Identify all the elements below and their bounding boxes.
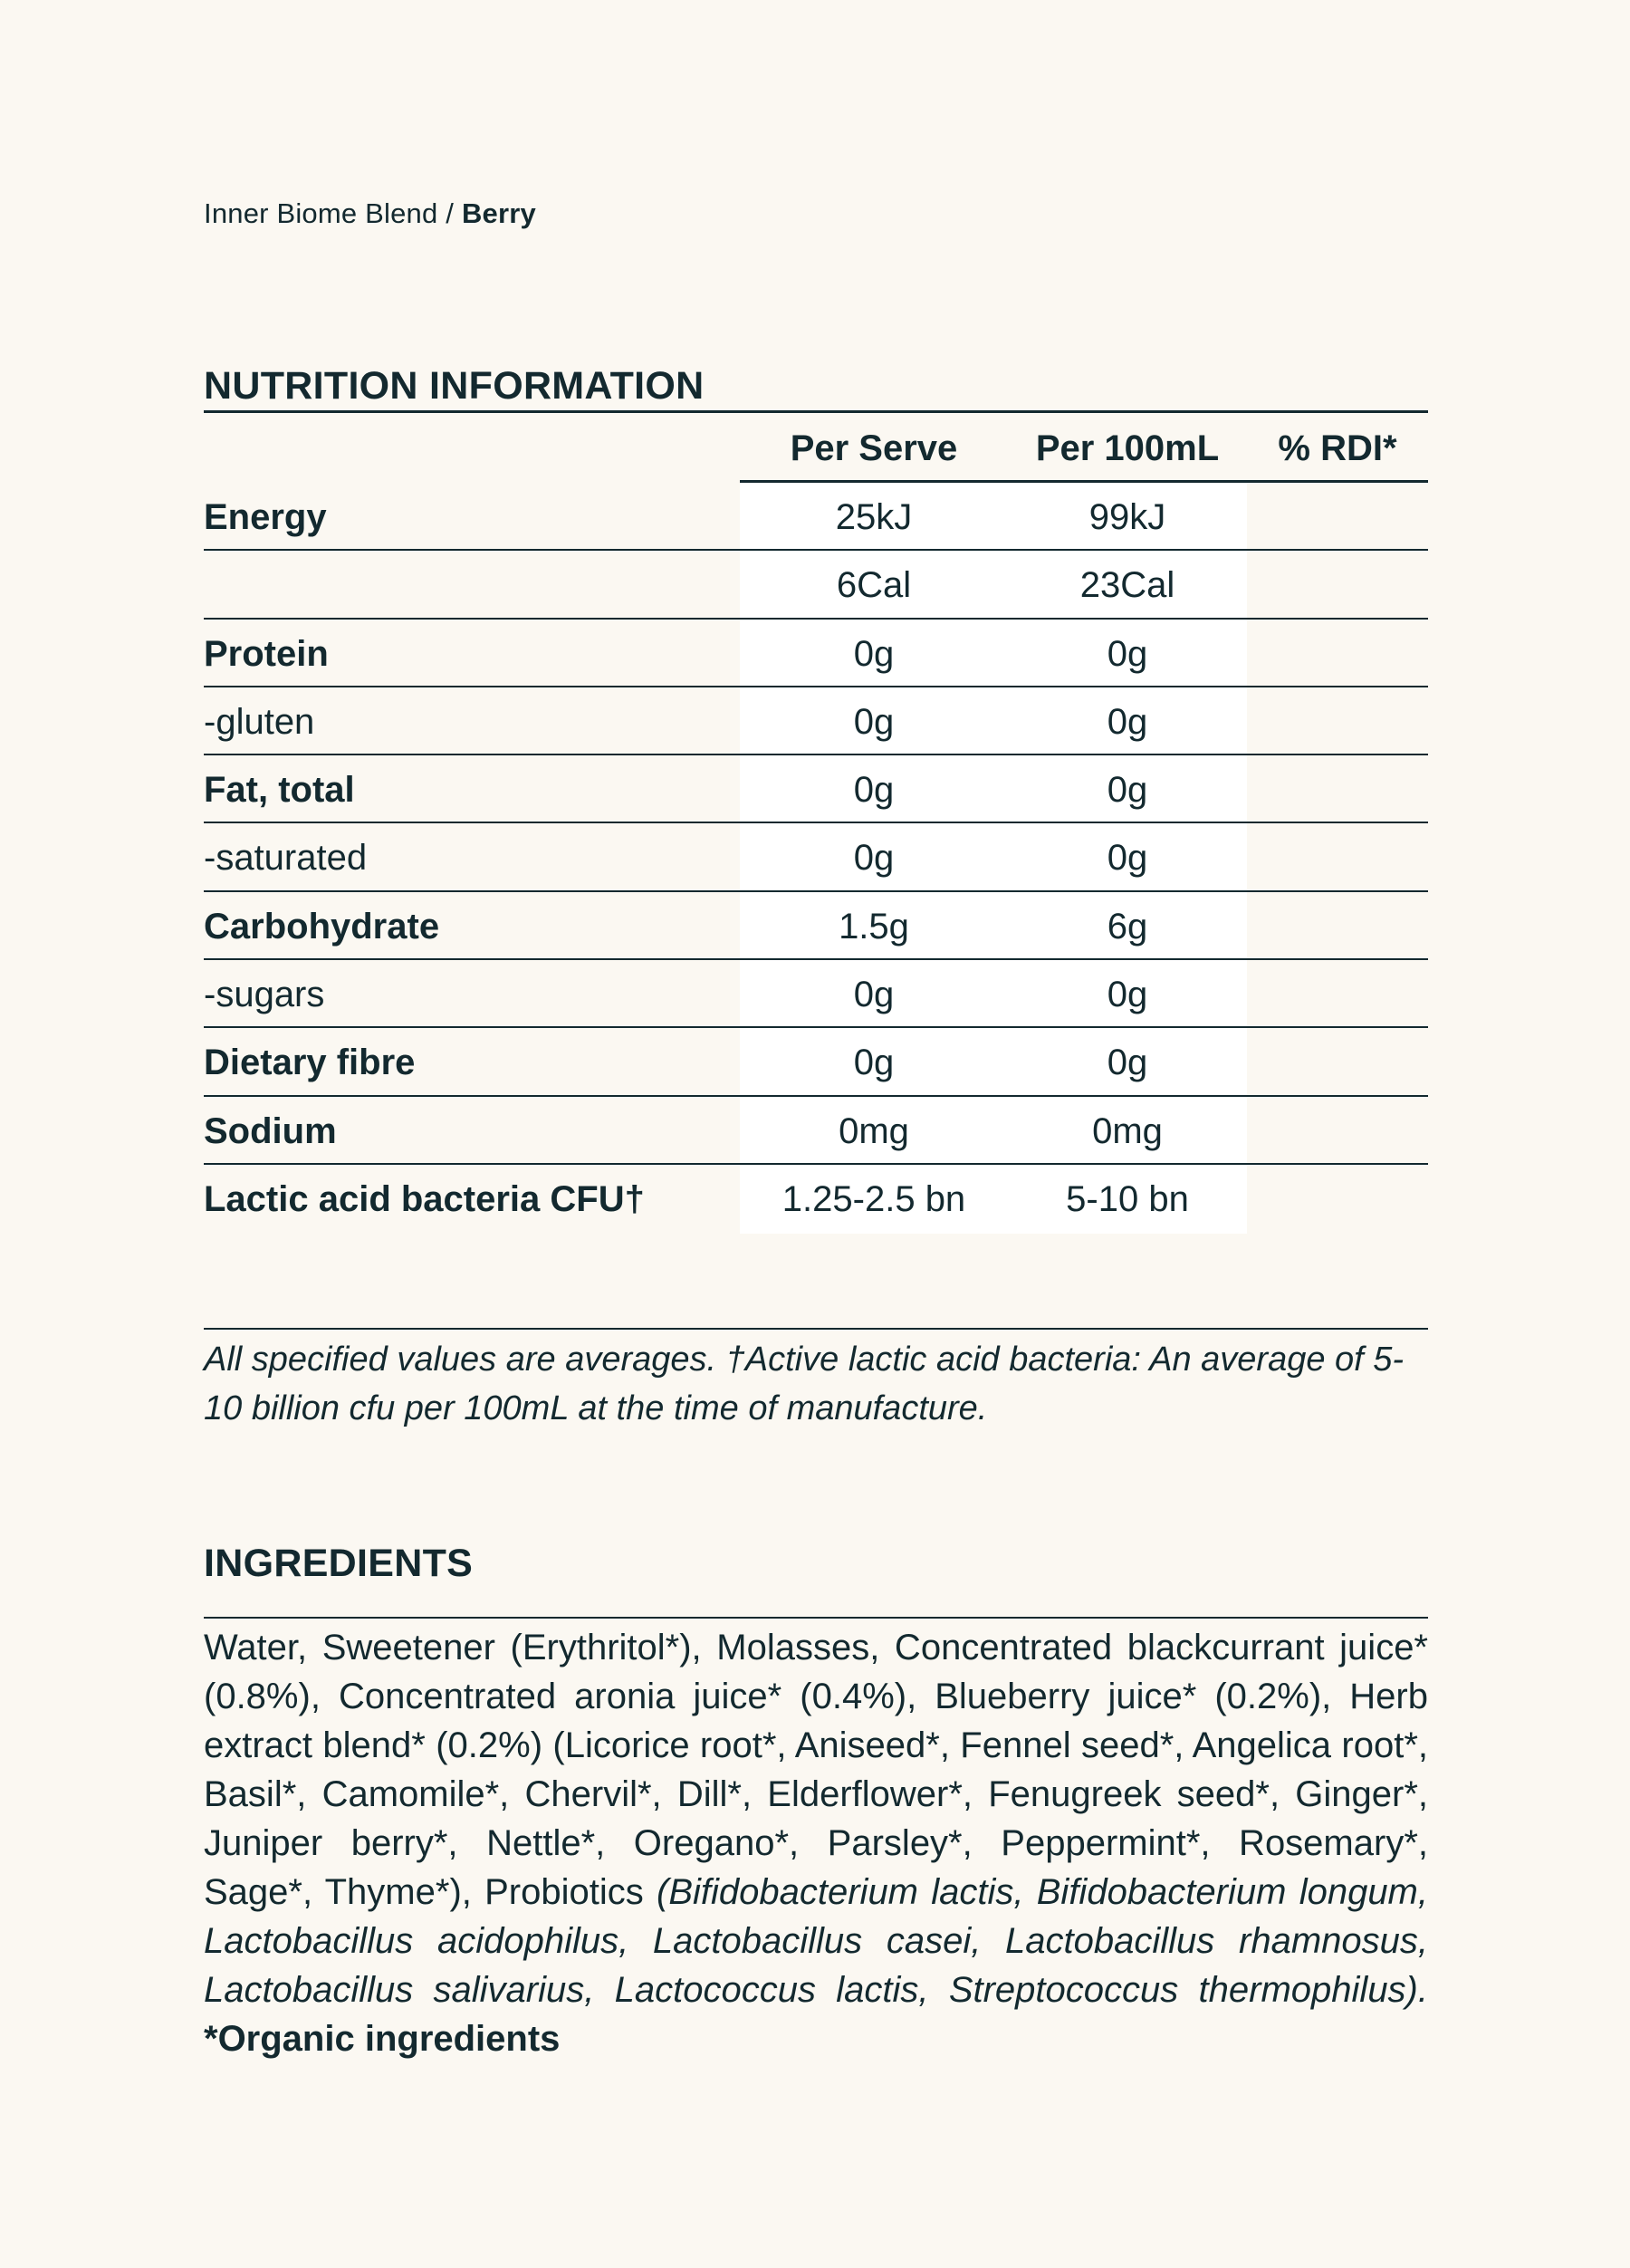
table-row	[204, 1028, 1428, 1096]
row-per-100ml: 5-10 bn	[1066, 1178, 1189, 1219]
ingredients-probiotics: (Bifidobacterium lactis, Bifidobacterium longum, Lactobacillus acidophilus, Lactobacillus casei, Lactobacillus rhamnosus, Lactobacillus salivarius, Lactococcus lactis, Streptococcus thermophilus).	[204, 1872, 1428, 2010]
row-rdi	[1247, 1028, 1428, 1094]
row-per-serve: 0g	[853, 633, 895, 674]
row-rdi	[1247, 551, 1428, 617]
table-row	[204, 483, 1428, 551]
ingredients-title-rule	[204, 1617, 1428, 1619]
ingredients-title: INGREDIENTS	[204, 1542, 474, 1585]
row-per-serve: 0g	[853, 1043, 895, 1083]
row-label: Protein	[204, 633, 329, 674]
ingredients-text	[204, 1623, 1428, 2063]
row-per-100ml: 6g	[1107, 906, 1148, 947]
row-per-100ml: 0mg	[1092, 1110, 1163, 1151]
row-per-serve: 25kJ	[835, 497, 913, 537]
row-label: -sugars	[204, 975, 325, 1015]
table-row	[204, 551, 1428, 619]
row-per-100ml: 0g	[1107, 975, 1148, 1015]
row-per-serve: 1.5g	[839, 906, 909, 947]
row-label: Energy	[204, 497, 327, 537]
row-per-100ml: 0g	[1107, 770, 1148, 811]
table-row	[204, 620, 1428, 687]
row-rdi	[1247, 892, 1428, 958]
ingredients-plain: Water, Sweetener (Erythritol*), Molasses, Concentrated blackcurrant juice* (0.8%), Concentrated aronia juice* (0.4%), Blueberry juice* (0.2%), Herb extract blend* (0.2%) (Licorice root*, Aniseed*, Fennel seed*, Angelica root*, Basil*, Camomile*, Chervil*, Dill*, Elderflower*, Fenugreek seed*, Ginger*, Juniper berry*, Nettle*, Oregano*, Parsley*, Peppermint*, Rosemary*, Sage*, Thyme*), Probiotics	[204, 1628, 1428, 1912]
footnote-rule	[204, 1328, 1428, 1330]
row-per-serve: 0g	[853, 838, 895, 879]
breadcrumb-flavour: Berry	[461, 197, 536, 229]
row-label: Lactic acid bacteria CFU†	[204, 1178, 645, 1219]
table-row	[204, 892, 1428, 960]
row-per-100ml: 0g	[1107, 838, 1148, 879]
table-row	[204, 823, 1428, 891]
row-rdi	[1247, 483, 1428, 549]
row-per-100ml: 0g	[1107, 1043, 1148, 1083]
row-per-100ml: 23Cal	[1079, 565, 1175, 606]
table-row	[204, 687, 1428, 755]
row-per-serve: 6Cal	[836, 565, 912, 606]
row-rdi	[1247, 823, 1428, 889]
breadcrumb-separator: /	[446, 197, 455, 229]
row-per-100ml: 99kJ	[1088, 497, 1166, 537]
table-row	[204, 1097, 1428, 1165]
row-label: Sodium	[204, 1110, 337, 1151]
breadcrumb	[204, 197, 536, 230]
organic-note: *Organic ingredients	[204, 2019, 561, 2059]
row-label: Dietary fibre	[204, 1043, 416, 1083]
breadcrumb-product: Inner Biome Blend	[204, 197, 438, 229]
row-per-serve: 0g	[853, 770, 895, 811]
row-rdi	[1247, 1165, 1428, 1231]
row-per-serve: 1.25-2.5 bn	[781, 1178, 966, 1219]
row-rdi	[1247, 960, 1428, 1026]
row-label: Carbohydrate	[204, 906, 440, 947]
table-row	[204, 755, 1428, 823]
row-per-100ml: 0g	[1107, 701, 1148, 742]
row-rdi	[1247, 1097, 1428, 1163]
row-rdi	[1247, 755, 1428, 822]
row-per-serve: 0g	[853, 701, 895, 742]
row-per-serve: 0g	[853, 975, 895, 1015]
nutrition-title: NUTRITION INFORMATION	[204, 364, 705, 408]
table-row	[204, 1165, 1428, 1235]
row-label: Fat, total	[204, 770, 355, 811]
row-per-serve: 0mg	[839, 1110, 909, 1151]
row-rdi	[1247, 687, 1428, 754]
table-body	[204, 483, 1428, 1235]
table-header	[204, 413, 1428, 480]
nutrition-footnote: All specified values are averages. †Active lactic acid bacteria: An average of 5-10 billion cfu per 100mL at the time of manufacture.	[204, 1341, 1405, 1427]
header-per-100ml: Per 100mL	[1035, 428, 1220, 468]
row-label: -saturated	[204, 838, 368, 879]
row-rdi	[1247, 620, 1428, 686]
table-row	[204, 960, 1428, 1028]
header-rdi: % RDI*	[1278, 428, 1397, 468]
row-per-100ml: 0g	[1107, 633, 1148, 674]
header-per-serve: Per Serve	[790, 428, 958, 468]
row-label	[204, 551, 738, 617]
row-label: -gluten	[204, 701, 315, 742]
